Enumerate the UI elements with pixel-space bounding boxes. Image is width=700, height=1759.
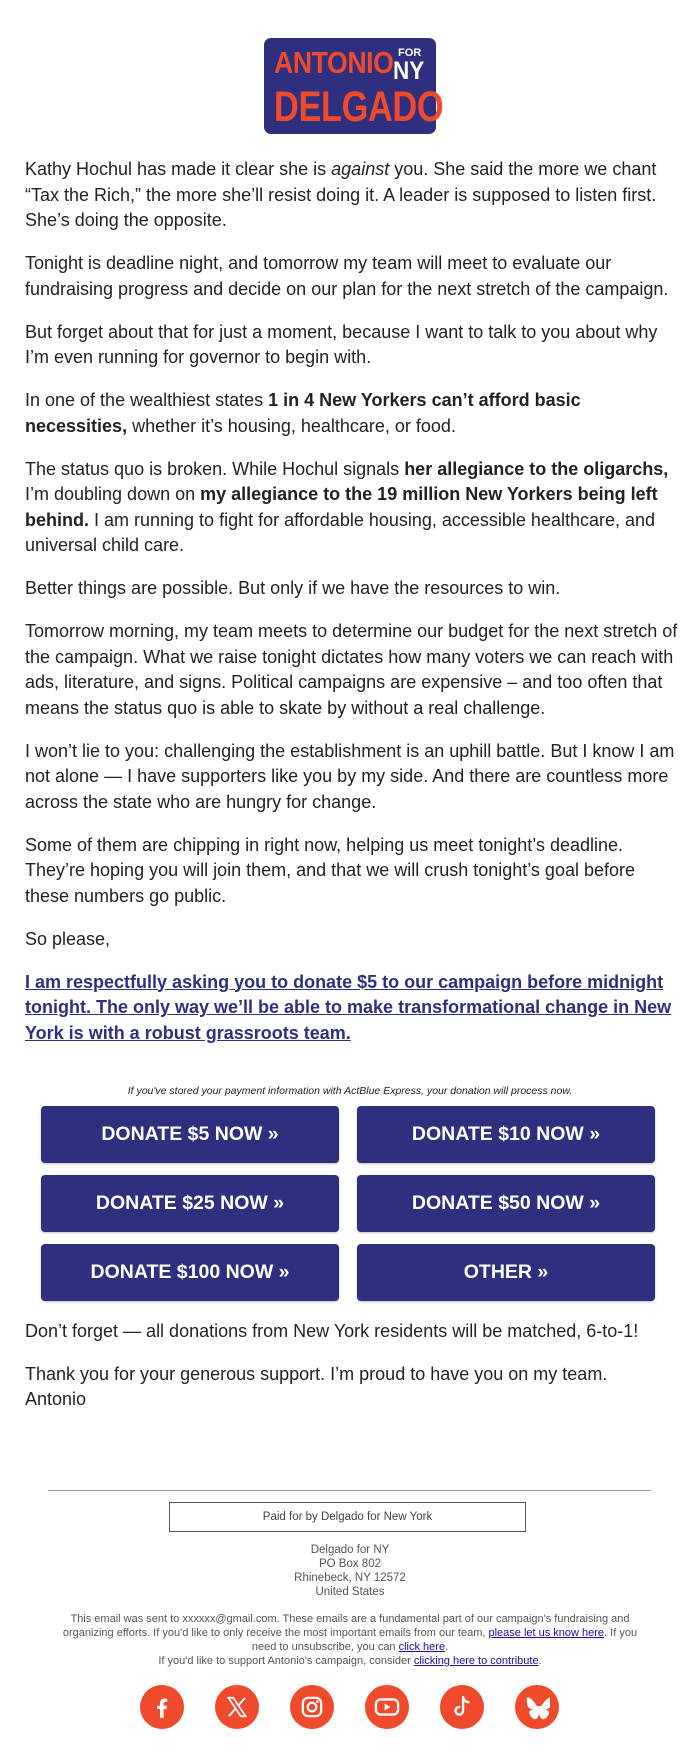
youtube-icon[interactable] (365, 1685, 409, 1729)
email-body (25, 157, 680, 1064)
facebook-icon[interactable] (140, 1685, 184, 1729)
unsubscribe-link[interactable]: click here (398, 1641, 446, 1653)
paragraph-1: Kathy Hochul has made it clear she is against you. She said the more we chant “Tax the Rich,” the more she’ll resist doing it. A leader is supposed to listen first. She’s doing the opposite. (25, 159, 657, 230)
paid-for-box: Paid for by Delgado for New York (169, 1502, 526, 1532)
mailing-address: Delgado for NY PO Box 802 Rhinebeck, NY 12572 United States (294, 1544, 406, 1598)
donate-25-button[interactable]: DONATE $25 NOW » (41, 1175, 339, 1232)
paragraph-9: Some of them are chipping in right now, helping us meet tonight’s deadline. They’re hoping you will join them, and that we will crush tonight’s goal before these numbers go public. (25, 834, 636, 906)
paragraph-8: I won’t lie to you: challenging the establishment is an uphill battle. But I know I am not alone — I have supporters like you by my side. And there are countless more across the state who are hungry for change. (25, 740, 675, 812)
signature: Antonio (25, 1389, 87, 1409)
donate-10-button[interactable]: DONATE $10 NOW » (357, 1106, 655, 1163)
match-text: Don’t forget — all donations from New York residents will be matched, 6-to-1! (25, 1321, 639, 1341)
campaign-logo[interactable] (264, 38, 444, 134)
donation-ask (25, 970, 680, 1047)
donate-50-button[interactable]: DONATE $50 NOW » (357, 1175, 655, 1232)
logo-ny: NY (393, 57, 425, 85)
donate-5-button[interactable]: DONATE $5 NOW » (41, 1106, 339, 1163)
donation-ask-link[interactable]: I am respectfully asking you to donate $5 to our campaign before midnight tonight. The only way we’ll be able to make transformational change in New York is with a robust grassroots team. (25, 971, 672, 1043)
contribute-link[interactable]: clicking here to contribute (413, 1655, 539, 1667)
donate-other-button[interactable]: OTHER » (357, 1244, 655, 1301)
logo-for: FOR (398, 47, 422, 59)
logo-container (0, 38, 700, 139)
tiktok-icon[interactable] (440, 1685, 484, 1729)
paragraph-2: Tonight is deadline night, and tomorrow my team will meet to evaluate our fundraising progress and decide on our plan for the next stretch of the campaign. (25, 253, 669, 299)
logo-line-antonio: ANTONIO (274, 45, 394, 80)
closing-section (25, 1319, 680, 1430)
paragraph-4: In one of the wealthiest states 1 in 4 New Yorkers can’t afford basic necessities, whether it’s housing, healthcare, or food. (25, 390, 581, 436)
footer-divider (48, 1490, 651, 1491)
actblue-note: If you've stored your payment information with ActBlue Express, your donation will process now. (127, 1085, 573, 1097)
legal-text: This email was sent to xxxxxx@gmail.com. These emails are a fundamental part of our campaign's fundraising and organizing efforts. If you'd like to only receive the most important emails from our team, please let us know here. If you need to unsubscribe, you can click here. If you'd like to support Antonio's campaign, consider clicking here to contribute. (62, 1613, 638, 1667)
paragraph-3: But forget about that for just a moment, because I want to talk to you about why I’m even running for governor to begin with. (25, 321, 658, 367)
paragraph-10: So please, (25, 928, 111, 949)
paragraph-6: Better things are possible. But only if we have the resources to win. (25, 578, 561, 598)
thanks-text: Thank you for your generous support. I’m proud to have you on my team. Antonio (25, 1363, 608, 1409)
bluesky-icon[interactable] (515, 1685, 559, 1729)
instagram-icon[interactable] (290, 1685, 334, 1729)
paragraph-7: Tomorrow morning, my team meets to determine our budget for the next stretch of the campaign. What we raise tonight dictates how many voters we can reach with ads, literature, and signs. Political campaigns are expensive – and too often that means the status quo is able to skate by without a real challenge. (25, 621, 678, 718)
x-icon[interactable] (215, 1685, 259, 1729)
donate-100-button[interactable]: DONATE $100 NOW » (41, 1244, 339, 1301)
logo-line-delgado: DELGADO (274, 83, 444, 131)
paragraph-5: The status quo is broken. While Hochul signals her allegiance to the oligarchs, I’m doubling down on my allegiance to the 19 million New Yorkers being left behind. I am running to fight for affordable housing, accessible healthcare, and universal child care. (25, 458, 669, 555)
preferences-link[interactable]: please let us know here (488, 1627, 605, 1639)
